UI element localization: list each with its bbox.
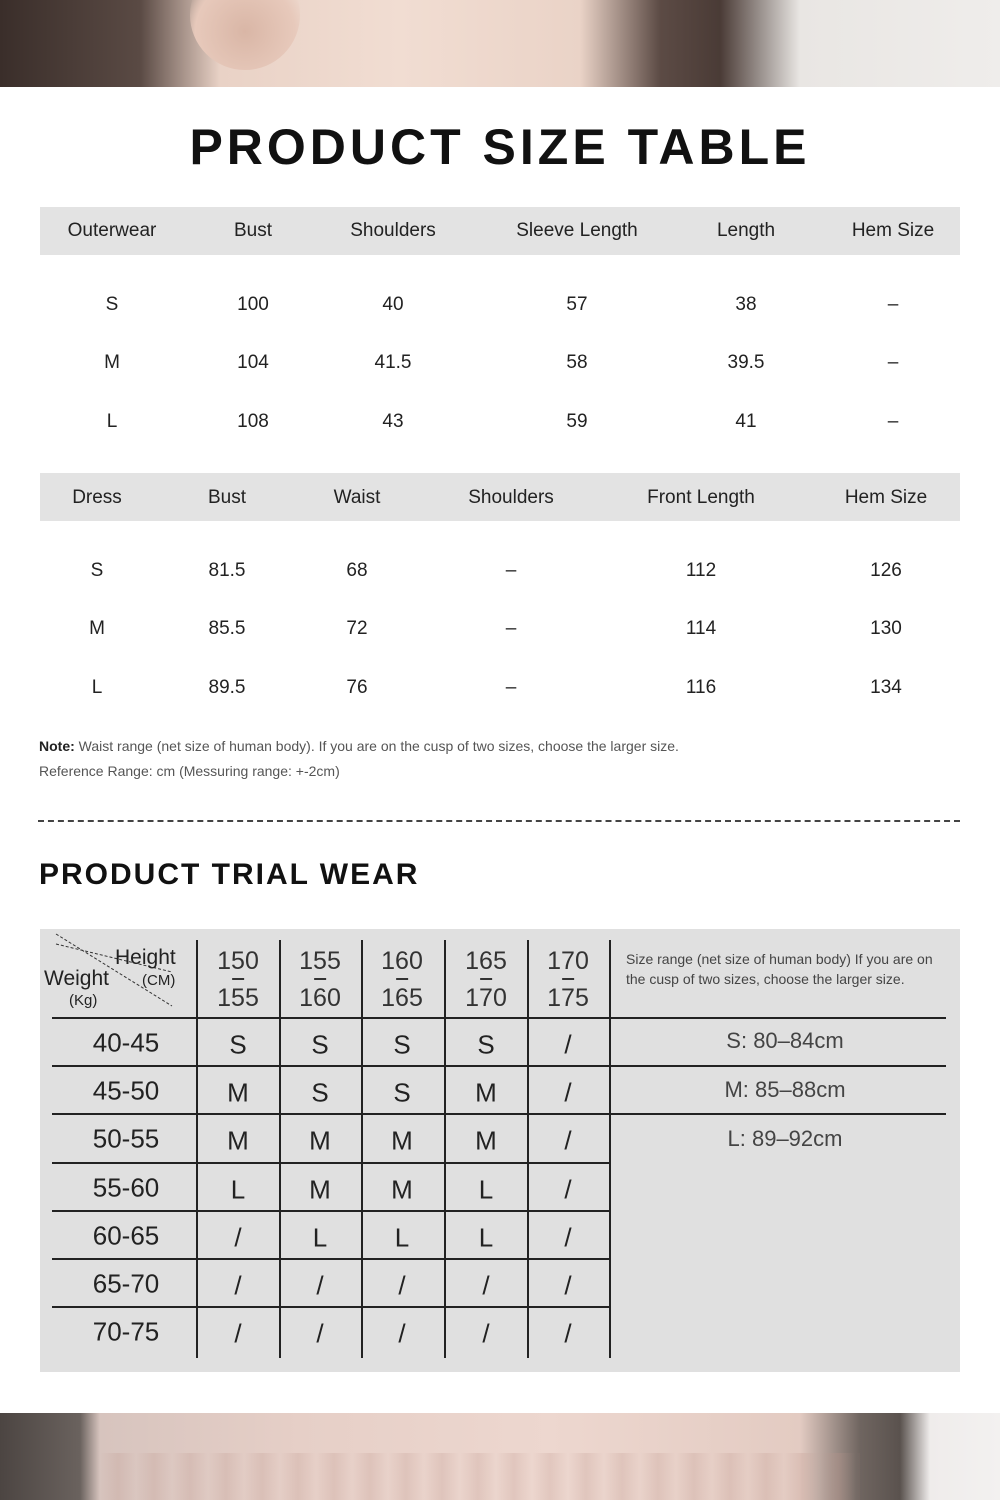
outerwear-header-row [40,207,960,255]
height-range-header [217,943,259,1017]
grid-vertical-line [361,940,363,1358]
outerwear-cell-bust: 100 [237,294,269,315]
size-recommendation-cell: / [234,1270,242,1301]
size-recommendation-cell: / [564,1077,572,1108]
height-range-end: 155 [217,984,259,1012]
size-recommendation-cell: S [393,1029,411,1060]
height-range-start: 170 [547,947,589,975]
dress-header-front-length: Front Length [647,487,755,508]
dress-cell-size: S [90,560,104,581]
outerwear-cell-sleeve-length: 59 [566,411,588,432]
size-recommendation-cell: S [229,1029,247,1060]
grid-horizontal-line [52,1017,611,1019]
outerwear-cell-length: 41 [735,411,757,432]
grid-horizontal-line [52,1162,611,1164]
outerwear-header-bust: Bust [233,220,273,241]
size-recommendation-cell: / [398,1318,406,1349]
height-range-header [381,943,423,1017]
range-dash [314,978,326,980]
size-recommendation-cell: M [391,1174,413,1205]
height-range-end: 170 [465,984,507,1012]
outerwear-cell-hem-size: – [887,352,899,373]
body-size-range: L: 89–92cm [727,1126,843,1151]
dress-cell-bust: 85.5 [208,618,246,639]
dress-cell-hem-size: 134 [870,677,902,698]
size-recommendation-cell: / [234,1318,242,1349]
size-recommendation-cell: / [482,1318,490,1349]
size-recommendation-cell: L [312,1222,328,1253]
grid-vertical-line [609,940,611,1358]
size-recommendation-cell: S [311,1077,329,1108]
size-recommendation-cell: / [398,1270,406,1301]
size-recommendation-cell: / [564,1174,572,1205]
dress-cell-front-length: 114 [685,618,717,639]
dress-cell-front-length: 116 [685,677,717,698]
size-recommendation-cell: M [309,1125,331,1156]
note-text: Waist range (net size of human body). If you are on the cusp of two sizes, choose the larger size. [74,738,679,754]
outerwear-cell-size: L [106,411,118,432]
outerwear-header-sleeve-length: Sleeve Length [516,220,638,241]
height-range-end: 160 [299,984,341,1012]
size-recommendation-cell: L [478,1222,494,1253]
dress-cell-bust: 89.5 [208,677,246,698]
dress-cell-bust: 81.5 [208,560,246,581]
size-recommendation-cell: S [393,1077,411,1108]
dress-cell-shoulders: – [505,677,517,698]
size-recommendation-cell: / [564,1125,572,1156]
size-recommendation-cell: / [482,1270,490,1301]
dress-cell-waist: 76 [346,677,368,698]
outerwear-size-table [40,207,960,457]
outerwear-cell-hem-size: – [887,294,899,315]
outerwear-cell-shoulders: 43 [382,411,404,432]
model-face-detail [190,0,300,70]
trial-wear-title: PRODUCT TRIAL WEAR [39,858,420,891]
weight-range-label: 70-75 [92,1316,160,1347]
size-recommendation-cell: S [311,1029,329,1060]
range-dash [232,978,244,980]
grid-horizontal-line [52,1065,611,1067]
corner-height-label: Height [115,946,176,969]
height-range-end: 175 [547,984,589,1012]
grid-vertical-line [527,940,529,1358]
weight-range-label: 55-60 [92,1172,160,1203]
grid-vertical-line [279,940,281,1358]
size-recommendation-cell: M [475,1125,497,1156]
outerwear-cell-length: 38 [735,294,757,315]
dress-cell-size: M [89,618,105,639]
weight-range-label: 45-50 [92,1075,160,1106]
outerwear-header-size: Outerwear [67,220,157,241]
size-recommendation-cell: L [478,1174,494,1205]
grid-vertical-line [196,940,198,1358]
outerwear-cell-bust: 104 [237,352,269,373]
dress-size-table [40,473,960,713]
size-range-note: Size range (net size of human body) If you are on the cusp of two sizes, choose the larger size. [626,951,933,987]
size-recommendation-cell: L [230,1174,246,1205]
dress-header-hem-size: Hem Size [844,487,928,508]
outerwear-header-hem-size: Hem Size [851,220,935,241]
outerwear-cell-shoulders: 41.5 [374,352,412,373]
range-divider-line [611,1113,946,1115]
range-dash [562,978,574,980]
size-recommendation-cell: / [234,1222,242,1253]
page-title: PRODUCT SIZE TABLE [189,119,811,175]
height-range-header [547,943,589,1017]
grid-vertical-line [444,940,446,1358]
outerwear-header-shoulders: Shoulders [350,220,436,241]
height-range-start: 150 [217,947,259,975]
grid-horizontal-line [52,1113,611,1115]
outerwear-cell-length: 39.5 [727,352,765,373]
grid-horizontal-line [52,1210,611,1212]
model-photo-top [0,0,1000,87]
outerwear-cell-size: M [104,352,120,373]
outerwear-cell-size: S [105,294,119,315]
weight-range-label: 65-70 [92,1268,160,1299]
outerwear-header-length: Length [716,220,776,241]
body-size-range: M: 85–88cm [724,1077,846,1102]
outerwear-cell-shoulders: 40 [382,294,404,315]
dress-cell-hem-size: 130 [870,618,902,639]
weight-range-label: 50-55 [92,1123,160,1154]
size-recommendation-cell: M [309,1174,331,1205]
height-range-end: 165 [381,984,423,1012]
body-size-range: S: 80–84cm [726,1028,844,1053]
grid-horizontal-line [52,1258,611,1260]
range-divider-line [611,1065,946,1067]
size-recommendation-cell: M [227,1125,249,1156]
size-note [39,738,679,754]
dress-cell-waist: 72 [346,618,368,639]
dress-cell-hem-size: 126 [870,560,902,581]
size-recommendation-cell: M [475,1077,497,1108]
size-recommendation-cell: / [316,1270,324,1301]
outerwear-cell-sleeve-length: 57 [566,294,588,315]
size-recommendation-cell: / [564,1270,572,1301]
corner-cm-label: (CM) [142,972,176,989]
dress-cell-shoulders: – [505,618,517,639]
dress-ruffle-detail [100,1453,860,1500]
dress-header-waist: Waist [333,487,381,508]
height-range-header [465,943,507,1017]
size-recommendation-cell: M [227,1077,249,1108]
height-range-start: 165 [465,947,507,975]
outerwear-cell-sleeve-length: 58 [566,352,588,373]
range-dash [480,978,492,980]
size-recommendation-cell: / [564,1222,572,1253]
outerwear-cell-bust: 108 [237,411,269,432]
corner-kg-label: (Kg) [69,992,98,1009]
range-dash [396,978,408,980]
size-recommendation-cell: S [477,1029,495,1060]
size-recommendation-cell: M [391,1125,413,1156]
dress-header-bust: Bust [207,487,247,508]
dress-header-size: Dress [72,487,122,508]
size-recommendation-cell: / [564,1318,572,1349]
note-label: Note: [39,738,75,754]
model-photo-bottom [0,1413,1000,1500]
corner-weight-label: Weight [44,967,109,990]
dress-cell-front-length: 112 [685,560,717,581]
weight-range-label: 60-65 [92,1220,160,1251]
dress-cell-shoulders: – [505,560,517,581]
outerwear-cell-hem-size: – [887,411,899,432]
dress-header-shoulders: Shoulders [468,487,554,508]
height-range-start: 160 [381,947,423,975]
dress-cell-size: L [91,677,103,698]
reference-range-note: Reference Range: cm (Messuring range: +-2cm) [39,763,340,779]
size-recommendation-cell: / [564,1029,572,1060]
height-range-header [299,943,341,1017]
weight-range-label: 40-45 [92,1027,160,1058]
range-divider-line [611,1017,946,1019]
section-divider [38,820,960,822]
dress-cell-waist: 68 [346,560,368,581]
grid-horizontal-line [52,1306,611,1308]
size-recommendation-cell: L [394,1222,410,1253]
size-recommendation-cell: / [316,1318,324,1349]
height-range-start: 155 [299,947,341,975]
